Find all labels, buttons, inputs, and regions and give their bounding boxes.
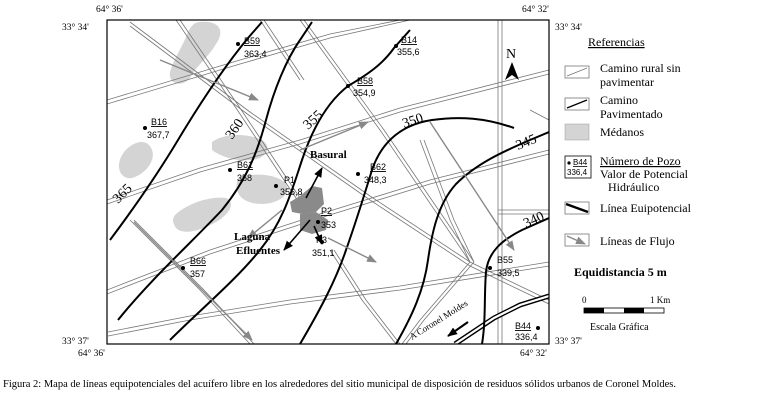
- well-value: 367,7: [147, 130, 170, 140]
- legend-equipotential: Línea Euipotencial: [600, 201, 691, 215]
- well-value: 363,4: [244, 49, 267, 59]
- coord-bottom-right-lat: 33° 37': [555, 337, 582, 347]
- legend-well-1: Número de Pozo: [600, 154, 681, 168]
- scale-label: Escala Gráfica: [590, 322, 649, 333]
- contour-label-340: 340: [521, 209, 547, 232]
- legend: [565, 35, 692, 333]
- well-value: 348,3: [364, 175, 387, 185]
- contour-label-345: 345: [513, 131, 539, 154]
- scale-zero: 0: [582, 295, 587, 305]
- legend-well-3: Hidráulico: [608, 180, 660, 194]
- well-value: 339,5: [497, 268, 520, 278]
- well-value: 357: [190, 269, 206, 279]
- laguna-label: Laguna: [234, 231, 271, 243]
- north-arrow: [505, 47, 519, 80]
- coord-top-right-lon: 64° 32': [522, 5, 549, 15]
- scale-km: 1 Km: [650, 295, 671, 305]
- coord-bottom-left-lon: 64° 36': [78, 349, 105, 359]
- road-arrow: [448, 322, 468, 336]
- north-label: N: [506, 47, 517, 62]
- well-id: B59: [244, 36, 261, 46]
- legend-paved-road-2: Pavimentado: [600, 107, 663, 121]
- flow-lines: [134, 60, 514, 340]
- legend-title: Referencias: [588, 35, 645, 49]
- well-id: B58: [357, 76, 374, 86]
- coord-bottom-right-lon: 64° 32': [520, 349, 547, 359]
- contour-label-350: 350: [400, 111, 426, 132]
- legend-well-value: 336,4: [567, 168, 588, 177]
- well-points: [143, 42, 540, 330]
- legend-rural-road-2: pavimentar: [600, 75, 654, 89]
- coord-top-left-lat: 33° 34': [62, 23, 89, 33]
- figure-caption: Figura 2: Mapa de líneas equipotenciales del acuífero libre en los alrededores del sitio municipal de disposición de residuos sólidos urbanos de Coronel Moldes.: [3, 379, 677, 390]
- well-value: 358: [237, 173, 253, 183]
- well-id: B16: [151, 117, 168, 127]
- well-id: B66: [190, 256, 207, 266]
- coord-top-left-lon: 64° 36': [96, 5, 123, 15]
- well-id: B55: [497, 255, 514, 265]
- well-id: B61: [237, 160, 254, 170]
- legend-rural-road-1: Camino rural sin: [600, 61, 681, 75]
- well-id: P1: [284, 175, 296, 185]
- road-destination-label: A Coronel Moldes: [407, 297, 470, 342]
- well-id: B62: [370, 162, 387, 172]
- map-body: [107, 20, 549, 344]
- coord-bottom-left-lat: 33° 37': [62, 337, 89, 347]
- scale-bar: [582, 295, 670, 333]
- legend-equidistance: Equidistancia 5 m: [574, 265, 667, 279]
- dunes-swatch: [565, 124, 589, 140]
- well-value: 354,9: [353, 88, 376, 98]
- legend-well-2: Valor de Potencial: [600, 167, 688, 181]
- legend-flow: Líneas de Flujo: [600, 234, 675, 248]
- well-value: 351,1: [312, 248, 335, 258]
- well-id: P3: [316, 235, 328, 245]
- legend-well-id: B44: [573, 158, 588, 167]
- basural-label: Basural: [310, 149, 347, 161]
- legend-paved-road-1: Camino: [600, 93, 638, 107]
- well-id: B14: [401, 35, 418, 45]
- well-value: 355,6: [397, 47, 420, 57]
- contour-label-360: 360: [222, 116, 248, 143]
- legend-dunes: Médanos: [600, 125, 644, 139]
- contour-label-365: 365: [110, 181, 136, 207]
- coord-top-right-lat: 33° 34': [555, 23, 582, 33]
- well-id: B44: [515, 321, 532, 331]
- well-value: 353: [321, 220, 337, 230]
- well-id: P2: [321, 206, 333, 216]
- well-value: 356,8: [280, 187, 303, 197]
- efluentes-label: Efluentes: [236, 245, 280, 257]
- well-value: 336,4: [515, 332, 538, 342]
- contour-label-355: 355: [300, 107, 327, 133]
